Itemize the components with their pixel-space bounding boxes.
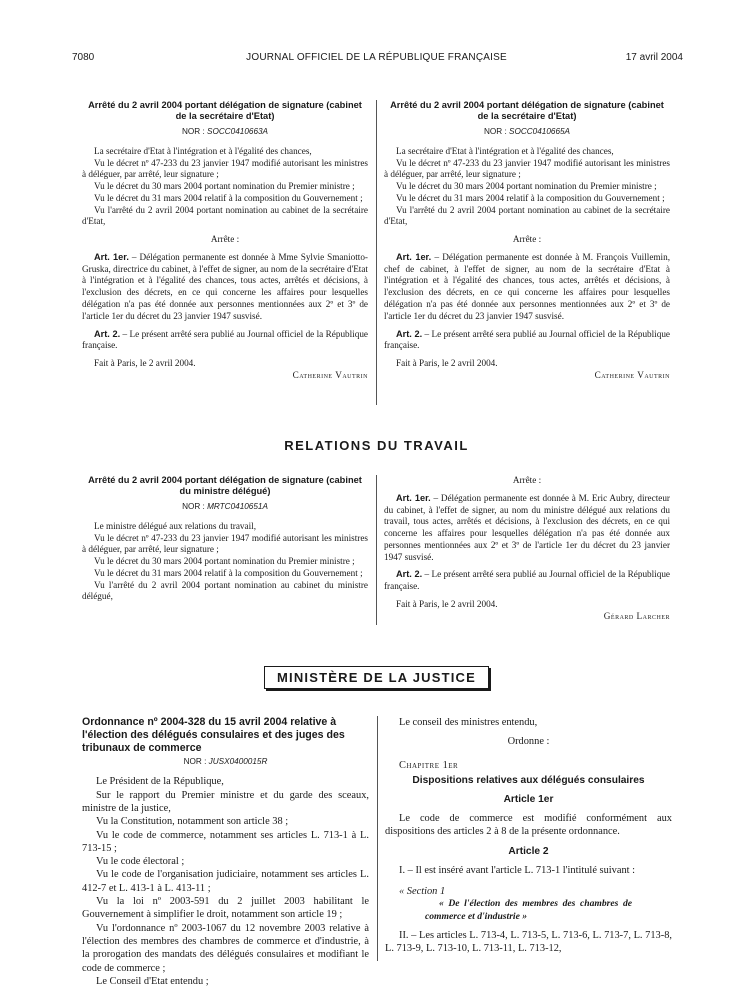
signature: Gérard Larcher — [603, 610, 670, 621]
arrete-left-title: Arrêté du 2 avril 2004 portant délégation de signature (cabinet de la secrétaire d'Etat) — [88, 100, 362, 122]
justice-right — [385, 716, 672, 955]
relations-nor: NOR : MRTC0410651A — [182, 502, 268, 512]
chapter-title: Dispositions relatives aux délégués consulaires — [412, 774, 645, 786]
visa-line: Vu la Constitution, notamment son article 38 ; — [96, 816, 289, 828]
section-ministere-de-la-justice: MINISTÈRE DE LA JUSTICE — [264, 666, 489, 689]
ordonnance-title: Ordonnance nº 2004-328 du 15 avril 2004 relative à l'élection des délégués consulaires et des juges des tribunaux de commerce — [82, 716, 345, 754]
justice-banner — [0, 666, 753, 689]
section-relations-du-travail: RELATIONS DU TRAVAIL — [284, 438, 469, 453]
arrete-word: Arrête : — [210, 234, 240, 245]
article-2-heading: Article 2 — [508, 845, 549, 857]
arrete-word: Arrête : — [512, 234, 542, 245]
page-number: 7080 — [72, 52, 95, 63]
arrete-right — [384, 100, 670, 382]
chapter-label: Chapitre 1er — [399, 759, 459, 771]
section-label: « Section 1 — [399, 886, 446, 898]
fait-a-paris: Fait à Paris, le 2 avril 2004. — [94, 358, 196, 369]
preamble-line: Vu le décret du 30 mars 2004 portant nomination du Premier ministre ; — [94, 556, 355, 567]
article-1: Art. 1er. – Délégation permanente est donnée à M. François Vuillemin, chef de cabinet, à l'effet de signer, au nom de la secrétaire d'Etat à l'intégration et à l'égalité des chances, tous actes, arrêtés et décisions, à l'exclusion des décrets, en ce qui concerne les affaires pour lesquelles délégation n'a pas été donnée aux personnes mentionnées aux 2º et 3º de l'article 1er du décret du 23 janvier 1947 susvisé. — [384, 251, 671, 321]
preamble-line: Vu l'arrêté du 2 avril 2004 portant nomination au cabinet de la secrétaire d'Etat, — [82, 204, 368, 227]
preamble-line: La secrétaire d'Etat à l'intégration et à l'égalité des chances, — [396, 145, 614, 156]
visa-line: Le Président de la République, — [96, 776, 224, 788]
visa-line: Vu l'ordonnance nº 2003-1067 du 12 novembre 2003 relative à l'élection des membres des chambres de commerce et d'industrie, à la prorogation des mandats des délégués consulaires et modifiant le code de commerce ; — [82, 922, 369, 974]
fait-a-paris: Fait à Paris, le 2 avril 2004. — [396, 598, 498, 609]
column-divider — [376, 475, 377, 625]
column-divider — [377, 716, 378, 961]
article-2-ii: II. – Les articles L. 713-4, L. 713-5, L. 713-6, L. 713-7, L. 713-8, L. 713-9, L. 713-10, L. 713-11, L. 713-12, — [385, 929, 672, 955]
preamble-line: La secrétaire d'Etat à l'intégration et à l'égalité des chances, — [94, 145, 312, 156]
preamble-line: Le ministre délégué aux relations du travail, — [94, 520, 257, 531]
justice-left — [82, 716, 369, 988]
preamble-line: Vu le décret du 31 mars 2004 relatif à la composition du Gouvernement ; — [94, 567, 363, 578]
preamble-line: Vu l'arrêté du 2 avril 2004 portant nomination au cabinet du ministre délégué, — [82, 579, 368, 602]
visa-line: Sur le rapport du Premier ministre et du garde des sceaux, ministre de la justice, — [82, 789, 369, 814]
conseil-line: Le conseil des ministres entendu, — [399, 717, 538, 728]
arrete-word: Arrête : — [512, 475, 542, 485]
article-1-text: Le code de commerce est modifié conformément aux dispositions des articles 2 à 8 de la présente ordonnance. — [385, 813, 672, 838]
arrete-left — [82, 100, 368, 382]
visa-line: Le Conseil d'Etat entendu ; — [96, 975, 209, 987]
journal-title: JOURNAL OFFICIEL DE LA RÉPUBLIQUE FRANÇAISE — [246, 52, 507, 63]
preamble-line: Vu le décret du 30 mars 2004 portant nomination du Premier ministre ; — [396, 181, 657, 192]
visa-line: Vu le code de commerce, notamment ses articles L. 713-1 à L. 713-15 ; — [82, 829, 369, 854]
ordonne-word: Ordonne : — [507, 736, 550, 748]
article-2: Art. 2. – Le présent arrêté sera publié au Journal officiel de la République française. — [384, 328, 670, 351]
fait-a-paris: Fait à Paris, le 2 avril 2004. — [396, 358, 498, 369]
signature: Catherine Vautrin — [594, 369, 670, 380]
visa-line: Vu le code électoral ; — [96, 856, 185, 868]
preamble-line: Vu l'arrêté du 2 avril 2004 portant nomination au cabinet de la secrétaire d'Etat, — [384, 204, 670, 227]
preamble-line: Vu le décret nº 47-233 du 23 janvier 1947 modifié autorisant les ministres à déléguer, par arrêté, leur signature ; — [82, 157, 368, 180]
article-1: Art. 1er. – Délégation permanente est donnée à Mme Sylvie Smaniotto-Gruska, directrice du cabinet, à l'effet de signer, au nom de la secrétaire d'Etat à l'intégration et à l'égalité des chances, tous actes, arrêtés et décisions, à l'exclusion des décrets, en ce qui concerne les affaires pour lesquelles délégation n'a pas été donnée aux personnes mentionnées aux 2º et 3º de l'article 1er du décret du 23 janvier 1947 susvisé. — [82, 251, 368, 321]
article-2: Art. 2. – Le présent arrêté sera publié au Journal officiel de la République française. — [82, 328, 368, 351]
signature: Catherine Vautrin — [292, 369, 368, 380]
relations-left — [82, 475, 368, 603]
relations-arrete-title: Arrêté du 2 avril 2004 portant délégation de signature (cabinet du ministre délégué) — [88, 475, 362, 497]
preamble-line: Vu le décret du 31 mars 2004 relatif à la composition du Gouvernement ; — [396, 192, 665, 203]
preamble-line: Vu le décret nº 47-233 du 23 janvier 1947 modifié autorisant les ministres à déléguer, par arrêté, leur signature ; — [384, 157, 670, 180]
preamble-line: Vu le décret du 31 mars 2004 relatif à la composition du Gouvernement ; — [94, 192, 363, 203]
article-1: Art. 1er. – Délégation permanente est donnée à M. Eric Aubry, directeur du cabinet, à l'effet de signer, au nom du ministre délégué aux relations du travail, tous actes, arrêtés et décisions, à l'exclusion des décrets, en ce qui concerne les affaires pour lesquelles délégation n'a pas été donnée aux personnes mentionnées aux 2º et 3º de l'article 1er du décret du 23 janvier 1947 susvisé. — [384, 492, 670, 562]
issue-date: 17 avril 2004 — [625, 52, 683, 63]
relations-right — [384, 475, 670, 622]
column-divider — [376, 100, 377, 405]
ordonnance-nor: NOR : JUSX0400015R — [183, 756, 268, 766]
visa-line: Vu la loi nº 2003-591 du 2 juillet 2003 habilitant le Gouvernement à simplifier le droit, notamment son article 19 ; — [82, 896, 369, 921]
article-1-heading: Article 1er — [503, 793, 554, 805]
preamble-line: Vu le décret du 30 mars 2004 portant nomination du Premier ministre ; — [94, 181, 355, 192]
section-subtitle: « De l'élection des membres des chambres de commerce et d'industrie » — [425, 898, 632, 922]
arrete-left-nor: NOR : SOCC0410663A — [181, 127, 269, 137]
arrete-right-title: Arrêté du 2 avril 2004 portant délégation de signature (cabinet de la secrétaire d'Etat) — [390, 100, 664, 122]
visa-line: Vu le code de l'organisation judiciaire, notamment ses articles L. 412-7 et L. 413-1 à L. 413-11 ; — [82, 869, 369, 894]
preamble-line: Vu le décret nº 47-233 du 23 janvier 1947 modifié autorisant les ministres à déléguer, par arrêté, leur signature ; — [82, 532, 368, 555]
article-2: Art. 2. – Le présent arrêté sera publié au Journal officiel de la République française. — [384, 569, 670, 592]
arrete-right-nor: NOR : SOCC0410665A — [483, 127, 571, 137]
article-2-text: I. – Il est inséré avant l'article L. 713-1 l'intitulé suivant : — [399, 864, 636, 876]
